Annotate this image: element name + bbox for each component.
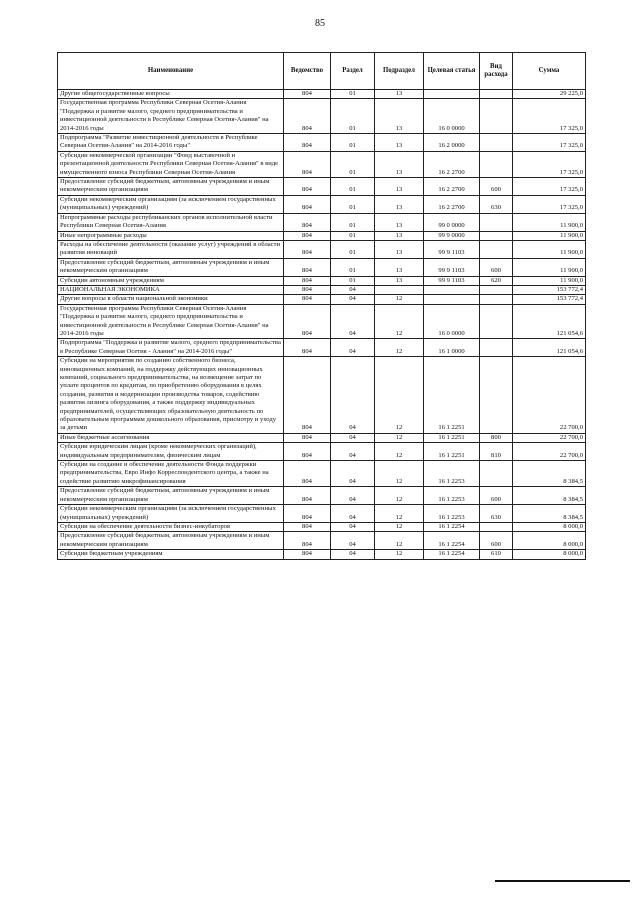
cell-vedomstvo: 804 (284, 285, 331, 294)
cell-tselevaya: 16 1 2253 (424, 505, 480, 523)
cell-vedomstvo: 804 (284, 151, 331, 177)
cell-summa: 8 384,5 (513, 505, 586, 523)
cell-name: Подпрограмма "Поддержка и развитие малого, среднего предпринимательства в Республике Северная Осетия - Алания" на 2014-2016 годы" (58, 339, 284, 357)
cell-tselevaya: 16 1 2254 (424, 522, 480, 531)
cell-podrazdel: 12 (375, 505, 424, 523)
cell-name: Субсидии на обеспечение деятельности бизнес-инкубаторов (58, 522, 284, 531)
table-row (58, 304, 586, 339)
cell-vedomstvo: 804 (284, 522, 331, 531)
cell-tselevaya: 16 1 2251 (424, 433, 480, 442)
cell-podrazdel: 12 (375, 522, 424, 531)
table-row (58, 522, 586, 531)
cell-vedomstvo: 804 (284, 487, 331, 505)
cell-name: Другие вопросы в области национальной экономики (58, 295, 284, 304)
table-row (58, 276, 586, 285)
cell-name: Предоставление субсидий бюджетным, автономным учреждениям и иным некоммерческим организациям (58, 178, 284, 196)
footer-rule (495, 880, 630, 882)
cell-tselevaya: 16 0 0000 (424, 304, 480, 339)
cell-podrazdel: 13 (375, 240, 424, 258)
cell-razdel: 01 (331, 99, 375, 134)
table-row (58, 99, 586, 134)
cell-vid (480, 231, 513, 240)
cell-vid (480, 134, 513, 152)
table-row (58, 90, 586, 99)
cell-vedomstvo: 804 (284, 550, 331, 559)
cell-podrazdel: 13 (375, 151, 424, 177)
cell-razdel: 01 (331, 231, 375, 240)
cell-name: Субсидии некоммерческим организациям (за исключением государственных (муниципальных) учреждений) (58, 505, 284, 523)
cell-tselevaya (424, 285, 480, 294)
cell-vedomstvo: 804 (284, 178, 331, 196)
cell-podrazdel: 12 (375, 357, 424, 434)
cell-name: Подпрограмма "Развитие инвестиционной деятельности в Республике Северная Осетия-Алания" на 2014-2016 годы" (58, 134, 284, 152)
cell-razdel: 01 (331, 240, 375, 258)
cell-vedomstvo: 804 (284, 461, 331, 487)
cell-razdel: 01 (331, 178, 375, 196)
table-row (58, 295, 586, 304)
cell-tselevaya: 16 0 0000 (424, 99, 480, 134)
cell-vid: 800 (480, 433, 513, 442)
cell-tselevaya: 16 1 2253 (424, 461, 480, 487)
cell-razdel: 04 (331, 443, 375, 461)
cell-podrazdel: 13 (375, 231, 424, 240)
cell-podrazdel: 12 (375, 295, 424, 304)
table-row (58, 231, 586, 240)
cell-podrazdel: 12 (375, 433, 424, 442)
cell-name: Субсидии юридическим лицам (кроме некоммерческих организаций), индивидуальным предпринимателям, физическим лицам (58, 443, 284, 461)
cell-razdel: 04 (331, 487, 375, 505)
cell-tselevaya: 99 9 1103 (424, 240, 480, 258)
cell-vedomstvo: 804 (284, 433, 331, 442)
cell-tselevaya: 99 9 1103 (424, 258, 480, 276)
cell-name: Субсидии некоммерческим организациям (за исключением государственных (муниципальных) учреждений) (58, 195, 284, 213)
cell-razdel: 04 (331, 532, 375, 550)
cell-summa: 153 772,4 (513, 285, 586, 294)
cell-name: Субсидии автономным учреждениям (58, 276, 284, 285)
cell-podrazdel: 13 (375, 276, 424, 285)
table-row (58, 443, 586, 461)
cell-name: Субсидии на создание и обеспечение деятельности Фонда поддержки предпринимательства, Евро Инфо Корреспондентского центра, а также на содействие развитию микрофинансирования (58, 461, 284, 487)
cell-vedomstvo: 804 (284, 443, 331, 461)
cell-tselevaya: 16 2 2700 (424, 195, 480, 213)
cell-razdel: 04 (331, 285, 375, 294)
cell-vid: 630 (480, 195, 513, 213)
cell-razdel: 04 (331, 295, 375, 304)
cell-vid (480, 461, 513, 487)
page-number: 85 (315, 18, 325, 29)
table-row (58, 339, 586, 357)
cell-podrazdel: 13 (375, 195, 424, 213)
cell-vedomstvo: 804 (284, 240, 331, 258)
cell-tselevaya: 16 1 2251 (424, 443, 480, 461)
budget-table (57, 52, 586, 560)
table-row (58, 505, 586, 523)
table-header-row (58, 53, 586, 90)
cell-name: Государственная программа Республики Северная Осетия-Алания "Поддержка и развитие малого, среднего предпринимательства и инвестиционной деятельности в Республике Северная Осетия-Алания" на 2014-2016 годы (58, 304, 284, 339)
cell-vedomstvo: 804 (284, 304, 331, 339)
cell-vid (480, 99, 513, 134)
table-row (58, 550, 586, 559)
cell-tselevaya: 16 1 2254 (424, 550, 480, 559)
cell-podrazdel: 12 (375, 532, 424, 550)
cell-vedomstvo: 804 (284, 231, 331, 240)
cell-tselevaya: 16 1 2254 (424, 532, 480, 550)
cell-vedomstvo: 804 (284, 258, 331, 276)
cell-podrazdel (375, 285, 424, 294)
cell-podrazdel: 12 (375, 304, 424, 339)
table-row (58, 532, 586, 550)
table-row (58, 357, 586, 434)
cell-summa: 11 900,0 (513, 258, 586, 276)
cell-razdel: 04 (331, 550, 375, 559)
cell-vedomstvo: 804 (284, 505, 331, 523)
cell-name: Государственная программа Республики Северная Осетия-Алания "Поддержка и развитие малого, среднего предпринимательства и инвестиционной деятельности в Республике Северная Осетия-Алания" на 2014-2016 годы (58, 99, 284, 134)
cell-summa: 11 900,0 (513, 213, 586, 231)
table-row (58, 487, 586, 505)
cell-vid: 620 (480, 276, 513, 285)
col-header-podrazdel: Подраздел (375, 53, 424, 90)
cell-vid (480, 213, 513, 231)
table-row (58, 240, 586, 258)
cell-podrazdel: 13 (375, 178, 424, 196)
cell-vid: 810 (480, 443, 513, 461)
cell-summa: 8 384,5 (513, 461, 586, 487)
cell-podrazdel: 13 (375, 90, 424, 99)
col-header-vid: Вид расхода (480, 53, 513, 90)
cell-summa: 22 700,0 (513, 357, 586, 434)
cell-summa: 8 000,0 (513, 522, 586, 531)
table-row (58, 433, 586, 442)
cell-vid (480, 357, 513, 434)
cell-summa: 11 900,0 (513, 276, 586, 285)
cell-tselevaya: 16 1 0000 (424, 339, 480, 357)
col-header-vedomstvo: Ведомство (284, 53, 331, 90)
cell-razdel: 01 (331, 276, 375, 285)
cell-razdel: 01 (331, 134, 375, 152)
cell-vedomstvo: 804 (284, 213, 331, 231)
cell-tselevaya: 99 9 1103 (424, 276, 480, 285)
cell-razdel: 04 (331, 461, 375, 487)
cell-razdel: 01 (331, 90, 375, 99)
cell-summa: 153 772,4 (513, 295, 586, 304)
cell-summa: 17 325,0 (513, 195, 586, 213)
table-row (58, 178, 586, 196)
cell-summa: 17 325,0 (513, 134, 586, 152)
col-header-name: Наименование (58, 53, 284, 90)
cell-podrazdel: 12 (375, 461, 424, 487)
cell-summa: 8 384,5 (513, 487, 586, 505)
cell-vedomstvo: 804 (284, 532, 331, 550)
cell-vid (480, 151, 513, 177)
cell-tselevaya: 99 9 0000 (424, 231, 480, 240)
cell-vid (480, 339, 513, 357)
cell-podrazdel: 12 (375, 443, 424, 461)
col-header-razdel: Раздел (331, 53, 375, 90)
cell-name: Предоставление субсидий бюджетным, автономным учреждениям и иным некоммерческим организациям (58, 487, 284, 505)
cell-summa: 8 000,0 (513, 532, 586, 550)
cell-vedomstvo: 804 (284, 195, 331, 213)
cell-name: НАЦИОНАЛЬНАЯ ЭКОНОМИКА (58, 285, 284, 294)
cell-summa: 121 054,6 (513, 339, 586, 357)
table-row (58, 151, 586, 177)
cell-tselevaya (424, 90, 480, 99)
cell-summa: 8 000,0 (513, 550, 586, 559)
cell-vedomstvo: 804 (284, 90, 331, 99)
cell-razdel: 01 (331, 195, 375, 213)
cell-tselevaya: 16 1 2251 (424, 357, 480, 434)
cell-name: Расходы на обеспечение деятельности (оказание услуг) учреждений в области развития инноваций (58, 240, 284, 258)
cell-name: Предоставление субсидий бюджетным, автономным учреждениям и иным некоммерческим организациям (58, 258, 284, 276)
cell-tselevaya: 16 2 2700 (424, 151, 480, 177)
table-row (58, 258, 586, 276)
cell-tselevaya: 16 2 2700 (424, 178, 480, 196)
cell-summa: 17 325,0 (513, 151, 586, 177)
cell-summa: 29 225,0 (513, 90, 586, 99)
cell-summa: 17 325,0 (513, 178, 586, 196)
cell-podrazdel: 13 (375, 99, 424, 134)
cell-name: Иные непрограммные расходы (58, 231, 284, 240)
cell-vid (480, 240, 513, 258)
cell-vid (480, 295, 513, 304)
cell-vedomstvo: 804 (284, 357, 331, 434)
table-row (58, 461, 586, 487)
cell-vid (480, 304, 513, 339)
cell-razdel: 04 (331, 357, 375, 434)
cell-summa: 11 900,0 (513, 231, 586, 240)
table-row (58, 285, 586, 294)
cell-name: Предоставление субсидий бюджетным, автономным учреждениям и иным некоммерческим организациям (58, 532, 284, 550)
cell-razdel: 04 (331, 522, 375, 531)
table-row (58, 195, 586, 213)
cell-vedomstvo: 804 (284, 339, 331, 357)
cell-podrazdel: 12 (375, 487, 424, 505)
cell-vid (480, 522, 513, 531)
cell-name: Иные бюджетные ассигнования (58, 433, 284, 442)
cell-vid (480, 285, 513, 294)
cell-summa: 11 900,0 (513, 240, 586, 258)
cell-tselevaya: 99 0 0000 (424, 213, 480, 231)
col-header-tselevaya: Целевая статья (424, 53, 480, 90)
cell-razdel: 04 (331, 505, 375, 523)
cell-summa: 17 325,0 (513, 99, 586, 134)
cell-vid: 600 (480, 487, 513, 505)
cell-summa: 22 700,0 (513, 443, 586, 461)
cell-summa: 121 054,6 (513, 304, 586, 339)
cell-vedomstvo: 804 (284, 134, 331, 152)
cell-razdel: 04 (331, 304, 375, 339)
cell-vid: 600 (480, 178, 513, 196)
cell-vedomstvo: 804 (284, 295, 331, 304)
cell-tselevaya (424, 295, 480, 304)
cell-vid: 630 (480, 505, 513, 523)
table-row (58, 134, 586, 152)
cell-razdel: 04 (331, 339, 375, 357)
cell-razdel: 04 (331, 433, 375, 442)
cell-name: Непрограммные расходы республиканских органов исполнительной власти Республики Северная Осетия-Алания (58, 213, 284, 231)
cell-podrazdel: 13 (375, 134, 424, 152)
cell-name: Субсидии некоммерческой организации "Фонд выставочной и презентационной деятельности Республики Северная Осетия-Алания" в виде имущественного взноса Республики Северная Осетия-Алания (58, 151, 284, 177)
cell-vedomstvo: 804 (284, 276, 331, 285)
cell-tselevaya: 16 1 2253 (424, 487, 480, 505)
col-header-summa: Сумма (513, 53, 586, 90)
cell-tselevaya: 16 2 0000 (424, 134, 480, 152)
cell-summa: 22 700,0 (513, 433, 586, 442)
cell-podrazdel: 13 (375, 213, 424, 231)
cell-name: Другие общегосударственные вопросы (58, 90, 284, 99)
cell-vedomstvo: 804 (284, 99, 331, 134)
cell-name: Субсидии на мероприятия по созданию собственного бизнеса, инновационных компаний, на поддержку действующих инновационных компаний, социального предпринимательства, на возмещение затрат по уплате процентов по кредитам, по приобретению оборудования в целях создания, развития и модернизации производства товаров, содействию развития лизинга оборудования, а также поддержку индивидуальных предпринимателей, осуществляющих образовательную деятельность по образовательным программам дошкольного образования, присмотру и уходу за детьми (58, 357, 284, 434)
cell-razdel: 01 (331, 213, 375, 231)
cell-vid: 600 (480, 258, 513, 276)
cell-name: Субсидии бюджетным учреждениям (58, 550, 284, 559)
cell-razdel: 01 (331, 258, 375, 276)
table-row (58, 213, 586, 231)
cell-podrazdel: 12 (375, 550, 424, 559)
cell-vid: 600 (480, 532, 513, 550)
cell-vid: 610 (480, 550, 513, 559)
cell-vid (480, 90, 513, 99)
cell-podrazdel: 12 (375, 339, 424, 357)
cell-razdel: 01 (331, 151, 375, 177)
cell-podrazdel: 13 (375, 258, 424, 276)
